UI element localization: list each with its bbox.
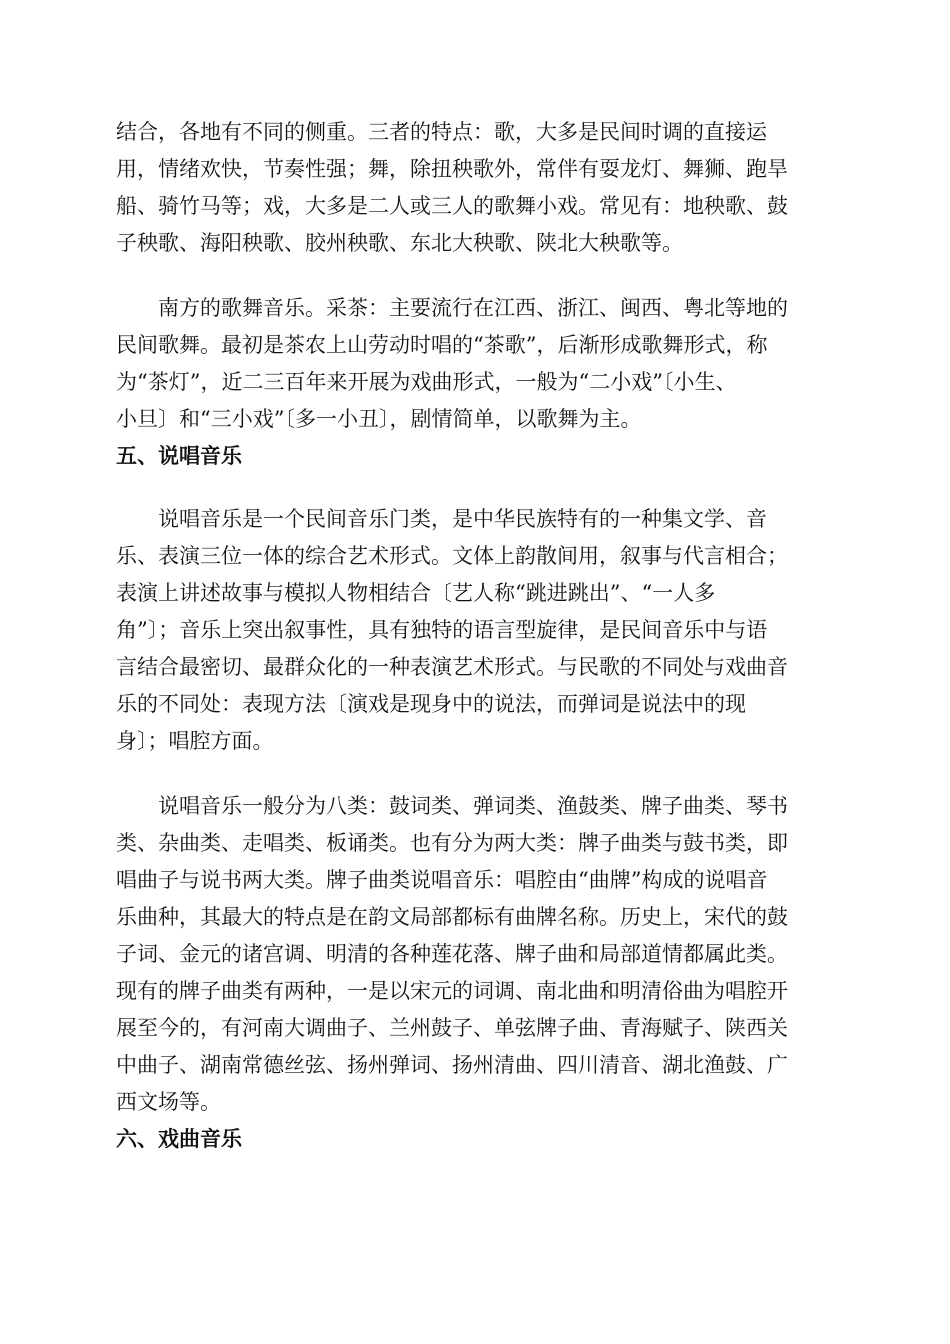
text-line: 南方的歌舞音乐。采茶：主要流行在江西、浙江、闽西、粤北等地的 bbox=[158, 296, 788, 320]
text-line: 民间歌舞。最初是茶农上山劳动时唱的“茶歌”，后渐形成歌舞形式，称 bbox=[116, 333, 768, 357]
text-line: 展至今的，有河南大调曲子、兰州鼓子、单弦牌子曲、青海赋子、陕西关 bbox=[116, 1016, 788, 1040]
section-heading-narrative-singing: 五、说唱音乐 bbox=[116, 444, 242, 468]
text-line: 用，情绪欢快，节奏性强；舞，除扭秧歌外，常伴有耍龙灯、舞狮、跑旱 bbox=[116, 157, 788, 181]
paragraph-narrative-singing-intro bbox=[116, 501, 836, 760]
text-line: 说唱音乐是一个民间音乐门类，是中华民族特有的一种集文学、音 bbox=[158, 507, 767, 531]
text-line: 身〕；唱腔方面。 bbox=[116, 729, 274, 753]
document-page bbox=[116, 114, 836, 1158]
text-line: 小旦〕和“三小戏”〔多一小丑〕，剧情简单，以歌舞为主。 bbox=[116, 407, 642, 431]
text-line: 乐、表演三位一体的综合艺术形式。文体上韵散间用，叙事与代言相合； bbox=[116, 544, 788, 568]
text-line: 中曲子、湖南常德丝弦、扬州弹词、扬州清曲、四川清音、湖北渔鼓、广 bbox=[116, 1053, 788, 1077]
text-line: 结合，各地有不同的侧重。三者的特点：歌，大多是民间时调的直接运 bbox=[116, 120, 767, 144]
text-line: 船、骑竹马等；戏，大多是二人或三人的歌舞小戏。常见有：地秧歌、鼓 bbox=[116, 194, 788, 218]
paragraph-yangge-features bbox=[116, 114, 836, 262]
section-heading-opera-music: 六、戏曲音乐 bbox=[116, 1127, 242, 1151]
text-line: 表演上讲述故事与模拟人物相结合〔艺人称“跳进跳出”、“一人多 bbox=[116, 581, 716, 605]
text-line: 类、杂曲类、走唱类、板诵类。也有分为两大类：牌子曲类与鼓书类，即 bbox=[116, 831, 788, 855]
text-line: 为“茶灯”，近二三百年来开展为戏曲形式，一般为“二小戏”〔小生、 bbox=[116, 370, 737, 394]
text-line: 说唱音乐一般分为八类：鼓词类、弹词类、渔鼓类、牌子曲类、琴书 bbox=[158, 794, 788, 818]
text-line: 乐曲种，其最大的特点是在韵文局部都标有曲牌名称。历史上，宋代的鼓 bbox=[116, 905, 788, 929]
text-line: 西文场等。 bbox=[116, 1090, 221, 1114]
text-line: 子秧歌、海阳秧歌、胶州秧歌、东北大秧歌、陕北大秧歌等。 bbox=[116, 231, 683, 255]
paragraph-southern-song-dance bbox=[116, 290, 836, 438]
paragraph-narrative-singing-categories bbox=[116, 788, 836, 1121]
text-line: 角”〕；音乐上突出叙事性，具有独特的语言型旋律，是民间音乐中与语 bbox=[116, 618, 768, 642]
text-line: 唱曲子与说书两大类。牌子曲类说唱音乐：唱腔由“曲牌”构成的说唱音 bbox=[116, 868, 768, 892]
text-line: 乐的不同处：表现方法〔演戏是现身中的说法，而弹词是说法中的现 bbox=[116, 692, 746, 716]
text-line: 现有的牌子曲类有两种，一是以宋元的词调、南北曲和明清俗曲为唱腔开 bbox=[116, 979, 788, 1003]
text-line: 言结合最密切、最群众化的一种表演艺术形式。与民歌的不同处与戏曲音 bbox=[116, 655, 788, 679]
text-line: 子词、金元的诸宫调、明清的各种莲花落、牌子曲和局部道情都属此类。 bbox=[116, 942, 788, 966]
